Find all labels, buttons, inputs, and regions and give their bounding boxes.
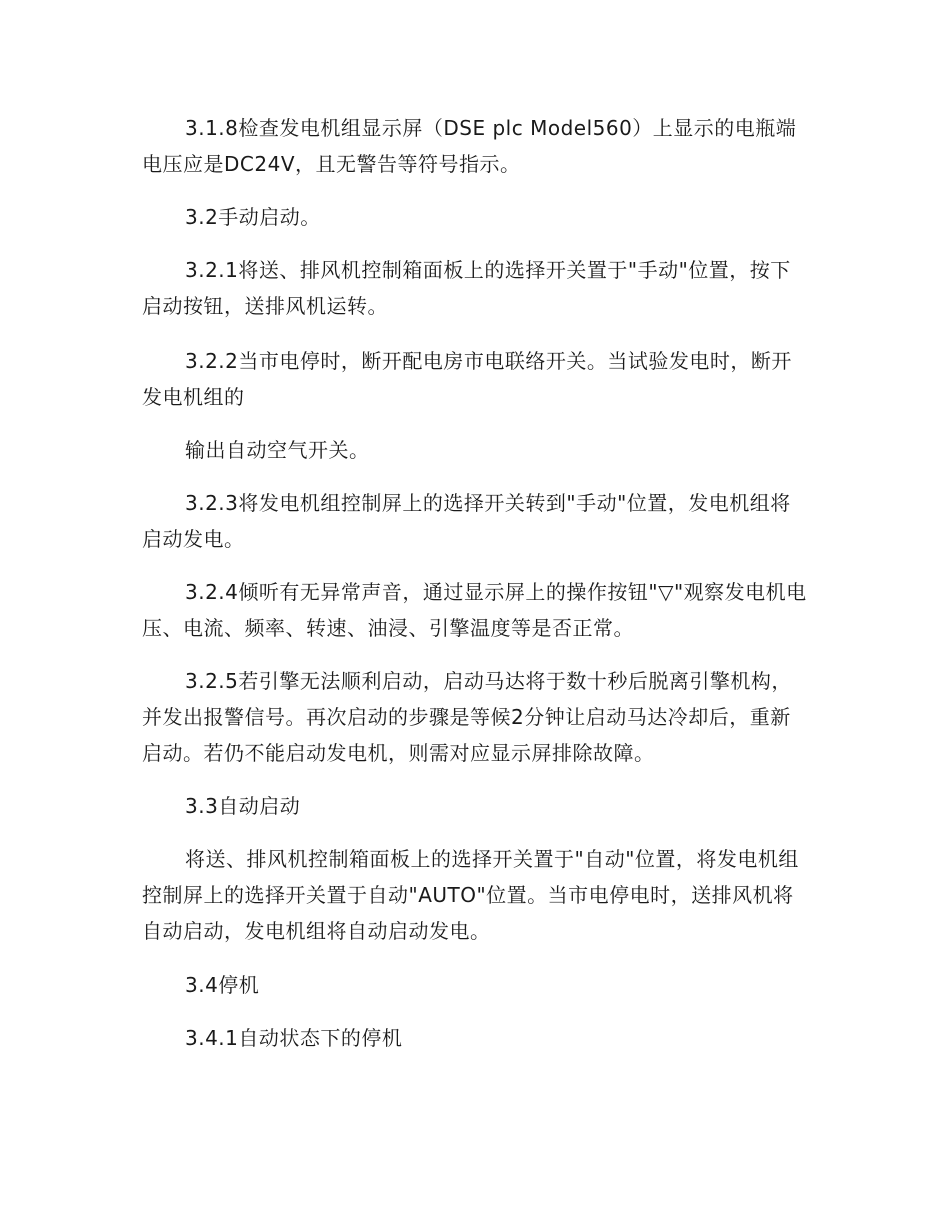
paragraph-3-1-8: 3.1.8检查发电机组显示屏（DSE plc Model560）上显示的电瓶端电压应是DC24V，且无警告等符号指示。 [142, 116, 797, 176]
heading-3-2: 3.2手动启动。 [185, 205, 321, 229]
heading-3-3: 3.3自动启动 [185, 794, 301, 818]
heading-3-4: 3.4停机 [185, 973, 260, 997]
paragraph-3-2-2: 3.2.2当市电停时，断开配电房市电联络开关。当试验发电时，断开发电机组的 [142, 349, 792, 409]
paragraph-3-2-2-cont: 输出自动空气开关。 [185, 438, 370, 462]
paragraph-3-3-body: 将送、排风机控制箱面板上的选择开关置于"自动"位置，将发电机组控制屏上的选择开关置于自动"AUTO"位置。当市电停电时，送排风机将自动启动，发电机组将自动启动发电。 [142, 847, 799, 943]
paragraph-3-2-1: 3.2.1将送、排风机控制箱面板上的选择开关置于"手动"位置，按下启动按钮，送排风机运转。 [142, 258, 791, 318]
paragraph-3-2-4: 3.2.4倾听有无异常声音，通过显示屏上的操作按钮"▽"观察发电机电压、电流、频率、转速、油浸、引擎温度等是否正常。 [142, 580, 807, 640]
paragraph-3-2-5: 3.2.5若引擎无法顺利启动，启动马达将于数十秒后脱离引擎机构，并发出报警信号。再次启动的步骤是等候2分钟让启动马达冷却后，重新启动。若仍不能启动发电机，则需对应显示屏排除故障。 [142, 669, 792, 765]
paragraph-3-2-3: 3.2.3将发电机组控制屏上的选择开关转到"手动"位置，发电机组将启动发电。 [142, 491, 791, 551]
heading-3-4-1: 3.4.1自动状态下的停机 [185, 1026, 403, 1050]
